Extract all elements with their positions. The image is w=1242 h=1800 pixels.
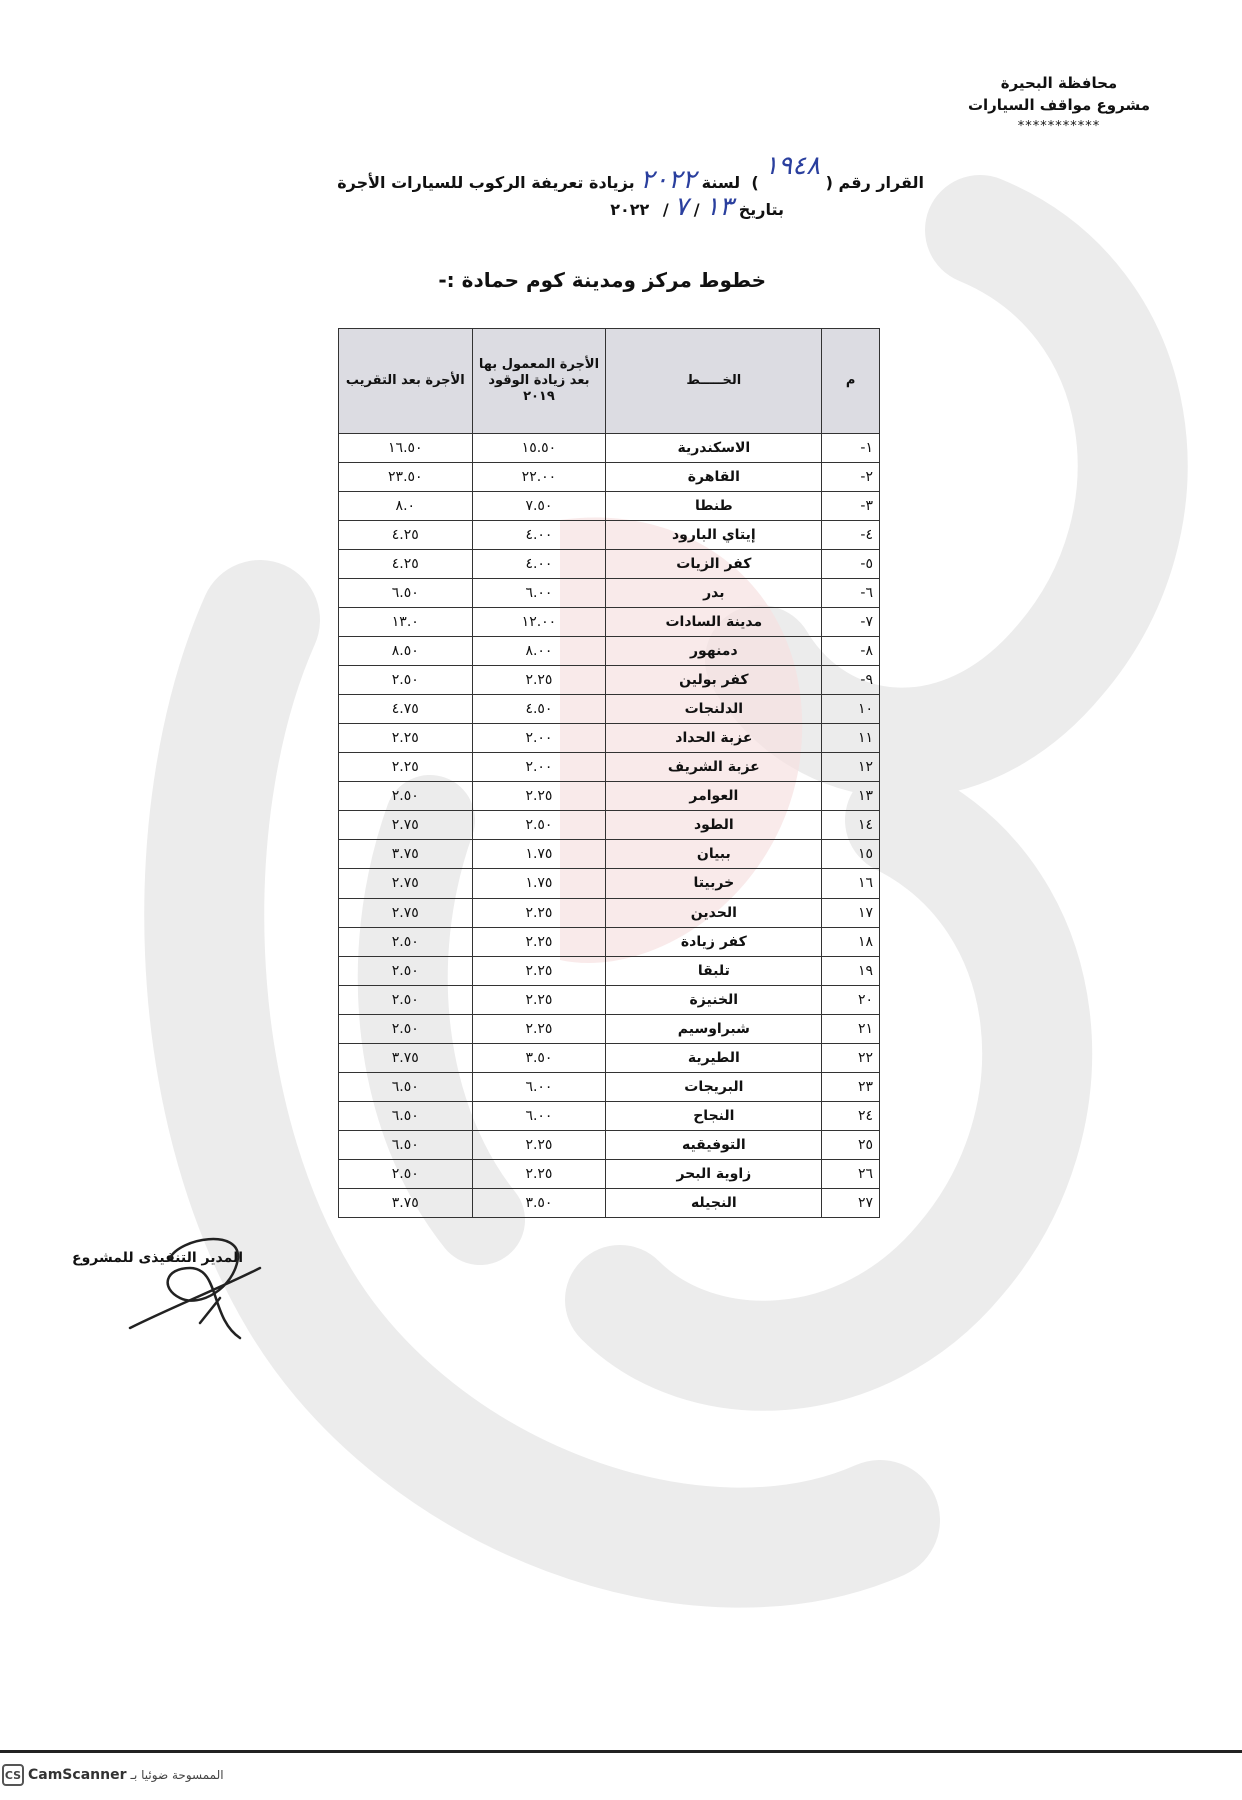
cell-num: ٤- bbox=[822, 521, 880, 550]
cell-route: شبراوسيم bbox=[606, 1014, 822, 1043]
decision-close-paren: ) bbox=[751, 173, 759, 192]
table-row bbox=[339, 724, 880, 753]
cell-route: القاهرة bbox=[606, 463, 822, 492]
cell-route: النجاح bbox=[606, 1101, 822, 1130]
header-route: الخـــــط bbox=[606, 329, 822, 434]
cell-route: الاسكندرية bbox=[606, 434, 822, 463]
header-organization bbox=[968, 72, 1150, 138]
table-row bbox=[339, 898, 880, 927]
cell-new-fare: ٢.٢٥ bbox=[339, 753, 473, 782]
decision-date-label: بتاريخ bbox=[738, 200, 784, 219]
cell-num: ٦- bbox=[822, 579, 880, 608]
cell-new-fare: ٢.٧٥ bbox=[339, 869, 473, 898]
cell-old-fare: ٣.٥٠ bbox=[472, 1043, 606, 1072]
cell-route: إيتاي البارود bbox=[606, 521, 822, 550]
header-num: م bbox=[822, 329, 880, 434]
cell-num: ١١ bbox=[822, 724, 880, 753]
cell-new-fare: ٤.٢٥ bbox=[339, 521, 473, 550]
cell-old-fare: ٢.٢٥ bbox=[472, 898, 606, 927]
cell-new-fare: ٢.٥٠ bbox=[339, 782, 473, 811]
decision-date-year: ٢٠٢٢ bbox=[610, 200, 650, 219]
cell-new-fare: ٦.٥٠ bbox=[339, 1101, 473, 1130]
cell-route: عزبة الحداد bbox=[606, 724, 822, 753]
cell-new-fare: ٢.٥٠ bbox=[339, 985, 473, 1014]
cell-num: ٢٠ bbox=[822, 985, 880, 1014]
decision-date-day: ١٣ bbox=[705, 192, 734, 222]
cell-num: ١- bbox=[822, 434, 880, 463]
table-row bbox=[339, 811, 880, 840]
cell-old-fare: ٢.٢٥ bbox=[472, 1159, 606, 1188]
cell-num: ٢٣ bbox=[822, 1072, 880, 1101]
cell-old-fare: ٢.٢٥ bbox=[472, 666, 606, 695]
cell-new-fare: ٤.٧٥ bbox=[339, 695, 473, 724]
cell-num: ٢٦ bbox=[822, 1159, 880, 1188]
cell-route: كفر بولين bbox=[606, 666, 822, 695]
cell-old-fare: ١.٧٥ bbox=[472, 869, 606, 898]
footer-divider bbox=[0, 1750, 1242, 1753]
project-name: مشروع مواقف السيارات bbox=[967, 96, 1150, 114]
table-header-row bbox=[339, 329, 880, 434]
cell-route: كفر الزيات bbox=[606, 550, 822, 579]
table-row bbox=[339, 753, 880, 782]
cell-old-fare: ٦.٠٠ bbox=[472, 579, 606, 608]
cell-num: ٢٤ bbox=[822, 1101, 880, 1130]
table-row bbox=[339, 608, 880, 637]
cell-route: زاوية البحر bbox=[606, 1159, 822, 1188]
cell-new-fare: ٢.٢٥ bbox=[339, 724, 473, 753]
cell-route: خربيتا bbox=[606, 869, 822, 898]
header-new-fare: الأجرة بعد التقريب bbox=[339, 329, 473, 434]
cell-route: الدلنجات bbox=[606, 695, 822, 724]
cell-route: التوفيقيه bbox=[606, 1130, 822, 1159]
cell-old-fare: ١٥.٥٠ bbox=[472, 434, 606, 463]
cell-new-fare: ٦.٥٠ bbox=[339, 1072, 473, 1101]
cell-old-fare: ٢٢.٠٠ bbox=[472, 463, 606, 492]
table-row bbox=[339, 579, 880, 608]
camscanner-note: الممسوحة ضوئيا بـ bbox=[130, 1768, 224, 1782]
cell-route: العوامر bbox=[606, 782, 822, 811]
cell-old-fare: ٢.٢٥ bbox=[472, 956, 606, 985]
cell-new-fare: ٢.٥٠ bbox=[339, 1159, 473, 1188]
decision-date-month: ٧ bbox=[674, 192, 689, 222]
cell-new-fare: ٢.٥٠ bbox=[339, 1014, 473, 1043]
cell-new-fare: ٤.٢٥ bbox=[339, 550, 473, 579]
cell-route: الخنيزة bbox=[606, 985, 822, 1014]
cell-num: ٣- bbox=[822, 492, 880, 521]
decision-line-2: بتاريخ ١٣ / ٧ / ٢٠٢٢ bbox=[610, 192, 784, 222]
cell-route: طنطا bbox=[606, 492, 822, 521]
table-row bbox=[339, 434, 880, 463]
cell-old-fare: ٢.٢٥ bbox=[472, 985, 606, 1014]
cell-num: ١٠ bbox=[822, 695, 880, 724]
cell-old-fare: ٦.٠٠ bbox=[472, 1101, 606, 1130]
cell-route: كفر زيادة bbox=[606, 927, 822, 956]
cell-old-fare: ٨.٠٠ bbox=[472, 637, 606, 666]
cell-route: النجيله bbox=[606, 1188, 822, 1217]
cell-new-fare: ٦.٥٠ bbox=[339, 579, 473, 608]
cell-new-fare: ٨.٠ bbox=[339, 492, 473, 521]
cell-new-fare: ٣.٧٥ bbox=[339, 1188, 473, 1217]
table-row bbox=[339, 695, 880, 724]
cell-num: ١٣ bbox=[822, 782, 880, 811]
cell-old-fare: ١.٧٥ bbox=[472, 840, 606, 869]
cell-new-fare: ٢.٧٥ bbox=[339, 811, 473, 840]
cell-old-fare: ٧.٥٠ bbox=[472, 492, 606, 521]
cell-new-fare: ١٦.٥٠ bbox=[339, 434, 473, 463]
cell-new-fare: ٢.٧٥ bbox=[339, 898, 473, 927]
cell-new-fare: ٨.٥٠ bbox=[339, 637, 473, 666]
cell-route: البريجات bbox=[606, 1072, 822, 1101]
table-row bbox=[339, 1014, 880, 1043]
camscanner-brand: CamScanner bbox=[28, 1767, 127, 1783]
cell-num: ١٧ bbox=[822, 898, 880, 927]
cell-route: بدر bbox=[606, 579, 822, 608]
cell-new-fare: ١٣.٠ bbox=[339, 608, 473, 637]
cell-route: الطيرية bbox=[606, 1043, 822, 1072]
table-row bbox=[339, 521, 880, 550]
header-old-fare: الأجرة المعمول بها بعد زيادة الوقود ٢٠١٩ bbox=[472, 329, 606, 434]
cell-old-fare: ٤.٠٠ bbox=[472, 550, 606, 579]
cell-old-fare: ٤.٥٠ bbox=[472, 695, 606, 724]
cell-num: ٢١ bbox=[822, 1014, 880, 1043]
cell-old-fare: ١٢.٠٠ bbox=[472, 608, 606, 637]
cell-route: تلبقا bbox=[606, 956, 822, 985]
section-title: خطوط مركز ومدينة كوم حمادة :- bbox=[438, 268, 766, 292]
cell-route: الحدين bbox=[606, 898, 822, 927]
cell-old-fare: ٢.٥٠ bbox=[472, 811, 606, 840]
cell-old-fare: ٢.٠٠ bbox=[472, 724, 606, 753]
decision-year-handwritten: ٢٠٢٢ bbox=[640, 165, 697, 195]
cell-num: ١٦ bbox=[822, 869, 880, 898]
table-row bbox=[339, 666, 880, 695]
cell-num: ١٢ bbox=[822, 753, 880, 782]
table-row bbox=[339, 869, 880, 898]
cell-num: ١٤ bbox=[822, 811, 880, 840]
decision-year-label: لسنة bbox=[701, 173, 741, 192]
table-row bbox=[339, 492, 880, 521]
cell-num: ٢٥ bbox=[822, 1130, 880, 1159]
table-row bbox=[339, 1130, 880, 1159]
scanner-footer bbox=[2, 1762, 224, 1788]
cell-num: ٢٢ bbox=[822, 1043, 880, 1072]
cell-num: ٥- bbox=[822, 550, 880, 579]
header-stars: *********** bbox=[1017, 119, 1101, 134]
table-row bbox=[339, 956, 880, 985]
cell-new-fare: ٢٣.٥٠ bbox=[339, 463, 473, 492]
cell-num: ١٩ bbox=[822, 956, 880, 985]
fares-table bbox=[338, 328, 880, 1218]
decision-line-1 bbox=[337, 151, 924, 195]
cell-new-fare: ٢.٥٠ bbox=[339, 666, 473, 695]
cell-num: ١٨ bbox=[822, 927, 880, 956]
table-row bbox=[339, 1072, 880, 1101]
governorate-name: محافظة البحيرة bbox=[1000, 74, 1118, 92]
cell-old-fare: ٤.٠٠ bbox=[472, 521, 606, 550]
table-row bbox=[339, 840, 880, 869]
table-row bbox=[339, 550, 880, 579]
cell-old-fare: ٢.٢٥ bbox=[472, 1014, 606, 1043]
cell-num: ٢- bbox=[822, 463, 880, 492]
cell-old-fare: ٢.٢٥ bbox=[472, 782, 606, 811]
cell-new-fare: ٢.٥٠ bbox=[339, 927, 473, 956]
cell-old-fare: ٢.٢٥ bbox=[472, 1130, 606, 1159]
cell-num: ٨- bbox=[822, 637, 880, 666]
camscanner-logo-icon: CS bbox=[2, 1764, 24, 1786]
cell-new-fare: ٣.٧٥ bbox=[339, 840, 473, 869]
table-row bbox=[339, 927, 880, 956]
table-row bbox=[339, 1188, 880, 1217]
cell-old-fare: ٦.٠٠ bbox=[472, 1072, 606, 1101]
table-row bbox=[339, 985, 880, 1014]
cell-num: ١٥ bbox=[822, 840, 880, 869]
table-row bbox=[339, 1101, 880, 1130]
cell-route: ببيان bbox=[606, 840, 822, 869]
cell-old-fare: ٣.٥٠ bbox=[472, 1188, 606, 1217]
decision-heading bbox=[337, 151, 924, 222]
cell-route: مدينة السادات bbox=[606, 608, 822, 637]
table-row bbox=[339, 1159, 880, 1188]
handwritten-signature bbox=[110, 1228, 270, 1348]
table-row bbox=[339, 1043, 880, 1072]
cell-new-fare: ٦.٥٠ bbox=[339, 1130, 473, 1159]
cell-old-fare: ٢.٢٥ bbox=[472, 927, 606, 956]
cell-route: عزبة الشريف bbox=[606, 753, 822, 782]
table-row bbox=[339, 637, 880, 666]
cell-num: ٩- bbox=[822, 666, 880, 695]
cell-route: الطود bbox=[606, 811, 822, 840]
cell-new-fare: ٢.٥٠ bbox=[339, 956, 473, 985]
table-row bbox=[339, 463, 880, 492]
cell-num: ٢٧ bbox=[822, 1188, 880, 1217]
signature-label: المدير التنفيذى للمشروع bbox=[72, 1250, 244, 1266]
decision-number-handwritten: ١٩٤٨ bbox=[764, 151, 821, 181]
decision-subject: بزيادة تعريفة الركوب للسيارات الأجرة bbox=[337, 173, 635, 192]
cell-num: ٧- bbox=[822, 608, 880, 637]
cell-new-fare: ٣.٧٥ bbox=[339, 1043, 473, 1072]
decision-prefix: القرار رقم ( bbox=[825, 173, 924, 192]
cell-old-fare: ٢.٠٠ bbox=[472, 753, 606, 782]
cell-route: دمنهور bbox=[606, 637, 822, 666]
table-row bbox=[339, 782, 880, 811]
